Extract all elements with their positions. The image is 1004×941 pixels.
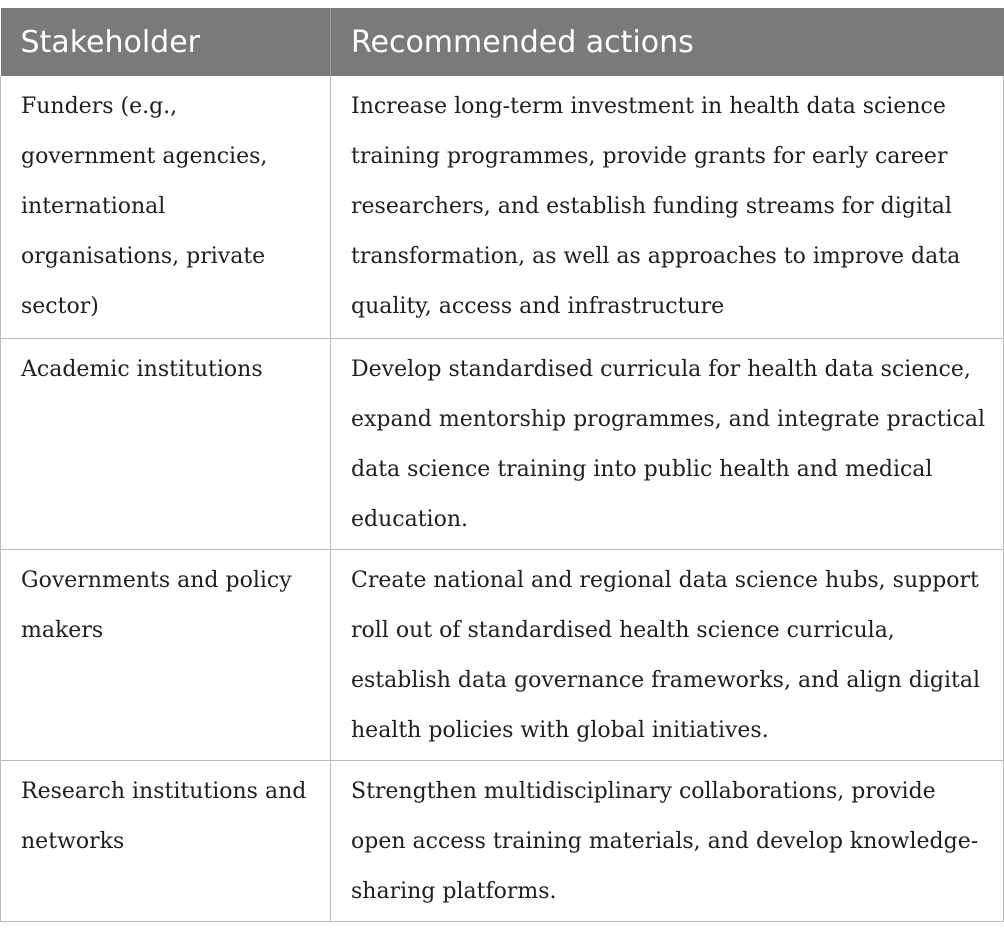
- actions-cell: Develop standardised curricula for health data science, expand mentorship programmes, and integrate practical data science training into public health and medical education.: [331, 338, 1004, 549]
- header-recommended-actions: Recommended actions: [331, 8, 1004, 76]
- actions-cell: Increase long-term investment in health data science training programmes, provide grants for early career researchers, and establish funding streams for digital transformation, as well as approaches to improve data quality, access and infrastructure: [331, 76, 1004, 338]
- actions-cell: Strengthen multidisciplinary collaborations, provide open access training materials, and develop knowledge-sharing platforms.: [331, 760, 1004, 921]
- header-stakeholder: Stakeholder: [1, 8, 331, 76]
- stakeholder-cell: Academic institutions: [1, 338, 331, 549]
- stakeholder-cell: Funders (e.g., government agencies, international organisations, private sector): [1, 76, 331, 338]
- recommendations-table: [0, 8, 1004, 922]
- stakeholder-cell: Research institutions and networks: [1, 760, 331, 921]
- table-body: [1, 76, 1004, 921]
- header-row: [1, 8, 1004, 76]
- actions-cell: Create national and regional data science hubs, support roll out of standardised health science curricula, establish data governance frameworks, and align digital health policies with global initiatives.: [331, 549, 1004, 760]
- table-row: [1, 338, 1004, 549]
- table-row: [1, 549, 1004, 760]
- table-header: [1, 8, 1004, 76]
- table-row: [1, 760, 1004, 921]
- stakeholder-cell: Governments and policy makers: [1, 549, 331, 760]
- table-row: [1, 76, 1004, 338]
